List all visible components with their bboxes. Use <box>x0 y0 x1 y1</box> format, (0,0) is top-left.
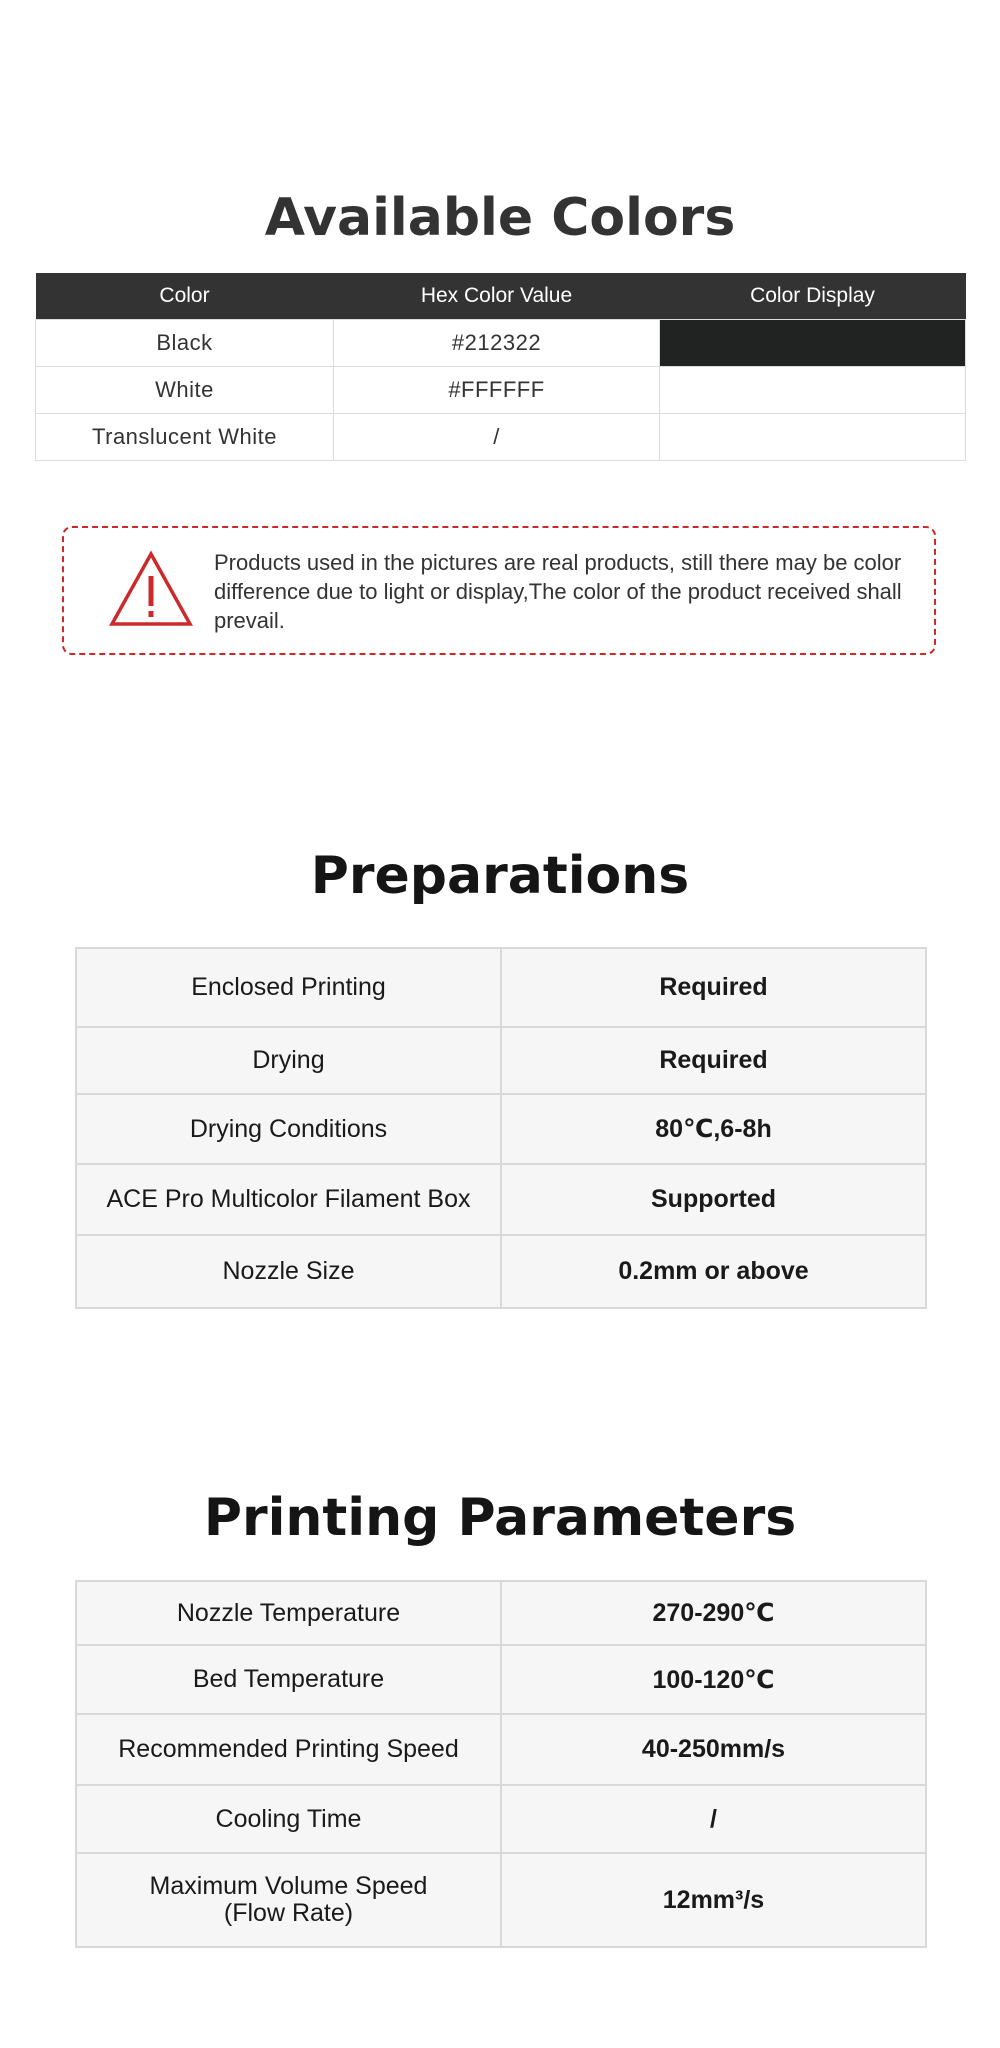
spec-value: 40-250mm/s <box>501 1714 926 1785</box>
spec-value: Required <box>501 1027 926 1094</box>
spec-value: 100-120℃ <box>501 1645 926 1714</box>
hex-value: #212322 <box>334 320 660 367</box>
spec-value: 80℃,6-8h <box>501 1094 926 1164</box>
spec-label: Nozzle Size <box>76 1235 501 1308</box>
color-swatch <box>660 320 966 367</box>
header-color-display: Color Display <box>660 273 966 320</box>
spec-value: 0.2mm or above <box>501 1235 926 1308</box>
spec-label: Enclosed Printing <box>76 948 501 1027</box>
spec-value: Required <box>501 948 926 1027</box>
preparations-table <box>75 947 927 1309</box>
table-row <box>76 1785 926 1853</box>
spec-label: Drying <box>76 1027 501 1094</box>
table-row <box>76 948 926 1027</box>
table-row <box>76 1027 926 1094</box>
preparations-title: Preparations <box>310 846 690 906</box>
spec-label: Bed Temperature <box>76 1645 501 1714</box>
available-colors-title: Available Colors <box>264 188 736 248</box>
color-disclaimer-notice <box>62 526 936 655</box>
disclaimer-text: Products used in the pictures are real products, still there may be color difference due to light or display,The color of the product received shall prevail. <box>214 550 902 633</box>
spec-value: 270-290℃ <box>501 1581 926 1645</box>
header-hex-color-value: Hex Color Value <box>334 273 660 320</box>
hex-value: #FFFFFF <box>334 367 660 414</box>
spec-value: 12mm³/s <box>501 1853 926 1947</box>
table-row <box>76 1094 926 1164</box>
spec-label: Recommended Printing Speed <box>76 1714 501 1785</box>
table-row <box>76 1714 926 1785</box>
color-name: Translucent White <box>36 414 334 461</box>
table-row <box>76 1581 926 1645</box>
spec-label: Drying Conditions <box>76 1094 501 1164</box>
table-row <box>36 367 966 414</box>
color-name: Black <box>36 320 334 367</box>
table-row <box>36 320 966 367</box>
table-row <box>76 1853 926 1947</box>
printing-parameters-title: Printing Parameters <box>203 1488 797 1548</box>
hex-value: / <box>334 414 660 461</box>
color-swatch <box>660 367 966 414</box>
table-row <box>76 1645 926 1714</box>
color-swatch <box>660 414 966 461</box>
table-row <box>76 1164 926 1235</box>
spec-value: / <box>501 1785 926 1853</box>
colors-table-header-row <box>36 273 966 320</box>
header-color: Color <box>36 273 334 320</box>
spec-label: Cooling Time <box>76 1785 501 1853</box>
spec-label: Nozzle Temperature <box>76 1581 501 1645</box>
table-row <box>36 414 966 461</box>
printing-parameters-table <box>75 1580 927 1948</box>
warning-triangle-icon <box>108 550 194 628</box>
spec-label: ACE Pro Multicolor Filament Box <box>76 1164 501 1235</box>
table-row <box>76 1235 926 1308</box>
color-name: White <box>36 367 334 414</box>
available-colors-table <box>35 273 966 461</box>
spec-label: Maximum Volume Speed (Flow Rate) <box>76 1853 501 1947</box>
spec-value: Supported <box>501 1164 926 1235</box>
